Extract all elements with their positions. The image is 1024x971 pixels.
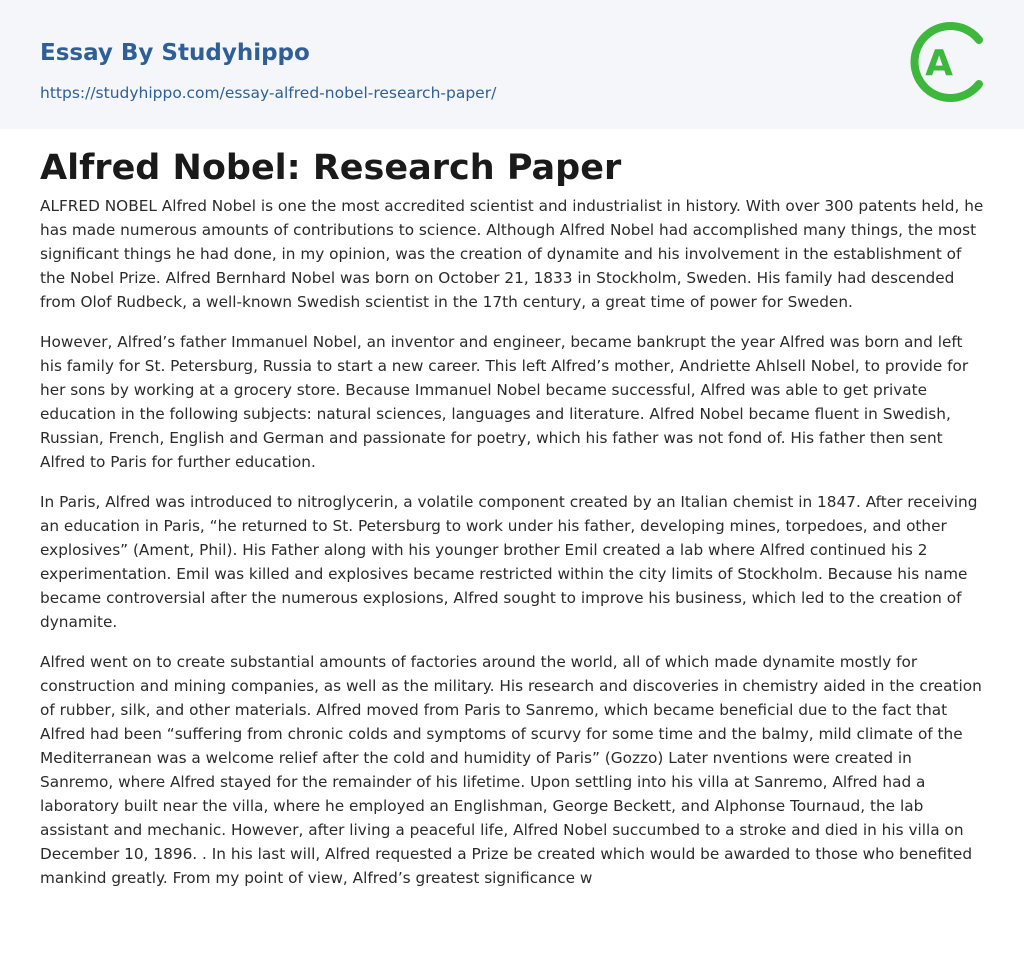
- article-paragraph-1: ALFRED NOBEL Alfred Nobel is one the most accredited scientist and industrialist in history. With over 300 patents held, he has made numerous amounts of contributions to science. Although Alfred Nobel had accomplished many things, the most significant things he had done, in my opinion, was the creation of dynamite and his involvement in the establishment of the Nobel Prize. Alfred Bernhard Nobel was born on October 21, 1833 in Stockholm, Sweden. His family had descended from Olof Rudbeck, a well-known Swedish scientist in the 17th century, a great time of power for Sweden.: [40, 197, 984, 311]
- site-header: [0, 0, 1024, 129]
- article: [40, 144, 984, 890]
- article-paragraph-2: However, Alfred’s father Immanuel Nobel, an inventor and engineer, became bankrupt the year Alfred was born and left his family for St. Petersburg, Russia to start a new career. This left Alfred’s mother, Andriette Ahlsell Nobel, to provide for her sons by working at a grocery store. Because Immanuel Nobel became successful, Alfred was able to get private education in the following subjects: natural sciences, languages and literature. Alfred Nobel became fluent in Swedish, Russian, French, English and German and passionate for poetry, which his father was not fond of. His father then sent Alfred to Paris for further education.: [40, 333, 969, 471]
- article-paragraph-4: Alfred went on to create substantial amounts of factories around the world, all of which made dynamite mostly for construction and mining companies, as well as the military. His research and discoveries in chemistry aided in the creation of rubber, silk, and other materials. Alfred moved from Paris to Sanremo, which became beneficial due to the fact that Alfred had been “suffering from chronic colds and symptoms of scurvy for some time and the balmy, mild climate of the Mediterranean was a welcome relief after the cold and humidity of Paris” (Gozzo) Later nventions were created in Sanremo, where Alfred stayed for the remainder of his lifetime. Upon settling into his villa at Sanremo, Alfred had a laboratory built near the villa, where he employed an Englishman, George Beckett, and Alphonse Tournaud, the lab assistant and mechanic. However, after living a peaceful life, Alfred Nobel succumbed to a stroke and died in his villa on December 10, 1896. . In his last will, Alfred requested a Prize be created which would be awarded to those who benefited mankind greatly. From my point of view, Alfred’s greatest significance w: [40, 653, 982, 887]
- page-url-link[interactable]: https://studyhippo.com/essay-alfred-nobel-research-paper/: [40, 84, 497, 102]
- studyhippo-logo-icon[interactable]: [907, 18, 991, 106]
- article-title: Alfred Nobel: Research Paper: [40, 148, 622, 188]
- logo-letter: A: [925, 43, 953, 84]
- site-brand[interactable]: Essay By Studyhippo: [40, 40, 310, 66]
- article-paragraph-3: In Paris, Alfred was introduced to nitroglycerin, a volatile component created by an Italian chemist in 1847. After receiving an education in Paris, “he returned to St. Petersburg to work under his father, developing mines, torpedoes, and other explosives” (Ament, Phil). His Father along with his younger brother Emil created a lab where Alfred continued his 2 experimentation. Emil was killed and explosives became restricted within the city limits of Stockholm. Because his name became controversial after the numerous explosions, Alfred sought to improve his business, which led to the creation of dynamite.: [40, 493, 978, 631]
